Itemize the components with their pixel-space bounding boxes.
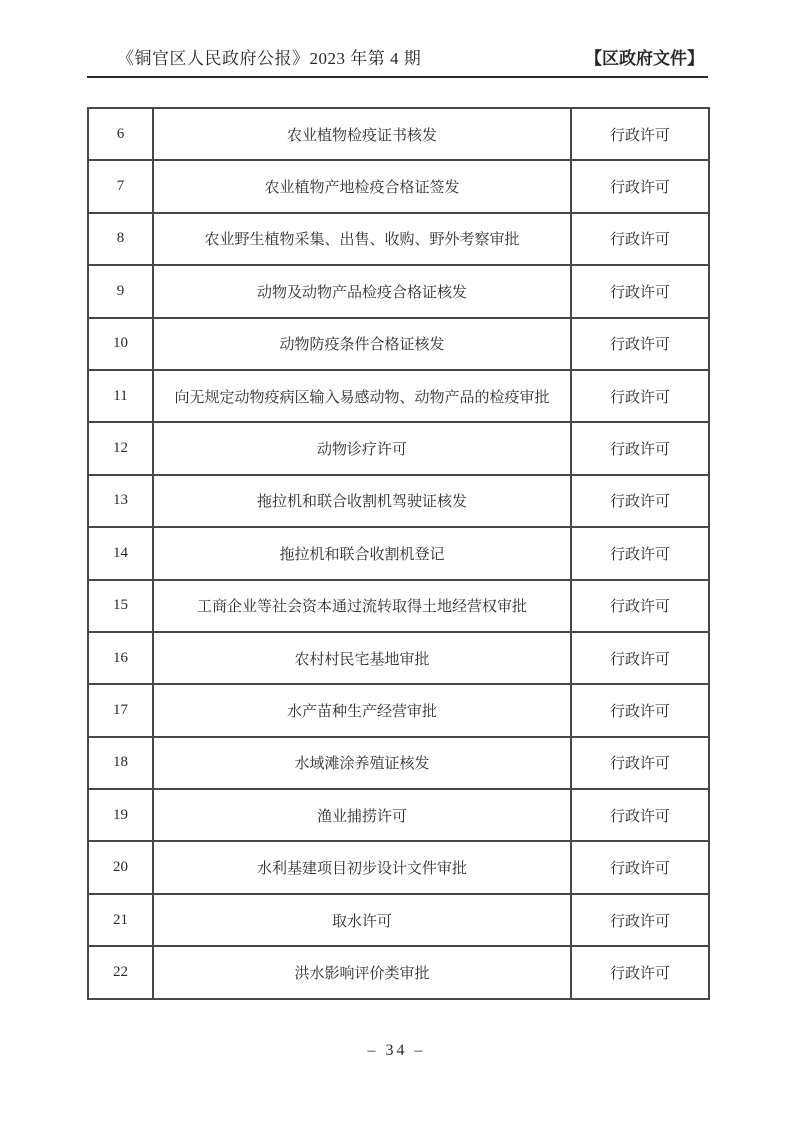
permit-type-cell: 行政许可 — [571, 108, 709, 160]
permit-type-cell: 行政许可 — [571, 265, 709, 317]
permit-name-cell: 向无规定动物疫病区输入易感动物、动物产品的检疫审批 — [153, 370, 571, 422]
table-row — [88, 422, 709, 474]
permit-name-cell: 动物防疫条件合格证核发 — [153, 318, 571, 370]
row-number-cell: 17 — [88, 684, 153, 736]
row-number-cell: 11 — [88, 370, 153, 422]
permit-name-cell: 拖拉机和联合收割机驾驶证核发 — [153, 475, 571, 527]
permit-type-cell: 行政许可 — [571, 213, 709, 265]
permit-name-cell: 动物诊疗许可 — [153, 422, 571, 474]
row-number-cell: 18 — [88, 737, 153, 789]
permit-name-cell: 工商企业等社会资本通过流转取得土地经营权审批 — [153, 580, 571, 632]
table-row — [88, 318, 709, 370]
permit-type-cell: 行政许可 — [571, 475, 709, 527]
row-number-cell: 21 — [88, 894, 153, 946]
section-tag: 【区政府文件】 — [585, 49, 704, 68]
permit-type-cell: 行政许可 — [571, 841, 709, 893]
permit-type-cell: 行政许可 — [571, 370, 709, 422]
permit-type-cell: 行政许可 — [571, 318, 709, 370]
permit-type-cell: 行政许可 — [571, 946, 709, 998]
permit-type-cell: 行政许可 — [571, 684, 709, 736]
table-row — [88, 160, 709, 212]
gazette-title: 《铜官区人民政府公报》2023 年第 4 期 — [117, 49, 422, 68]
row-number-cell: 14 — [88, 527, 153, 579]
permit-type-cell: 行政许可 — [571, 527, 709, 579]
permit-name-cell: 农业植物检疫证书核发 — [153, 108, 571, 160]
table-row — [88, 841, 709, 893]
permit-name-cell: 农村村民宅基地审批 — [153, 632, 571, 684]
row-number-cell: 15 — [88, 580, 153, 632]
permit-name-cell: 水利基建项目初步设计文件审批 — [153, 841, 571, 893]
permit-name-cell: 农业植物产地检疫合格证签发 — [153, 160, 571, 212]
permit-name-cell: 拖拉机和联合收割机登记 — [153, 527, 571, 579]
permit-name-cell: 农业野生植物采集、出售、收购、野外考察审批 — [153, 213, 571, 265]
table-row — [88, 632, 709, 684]
page-number: – 34 – — [367, 1042, 426, 1059]
table-row — [88, 475, 709, 527]
permit-type-cell: 行政许可 — [571, 160, 709, 212]
page-header — [87, 44, 708, 78]
table-row — [88, 894, 709, 946]
row-number-cell: 9 — [88, 265, 153, 317]
row-number-cell: 8 — [88, 213, 153, 265]
table-row — [88, 370, 709, 422]
table-row — [88, 946, 709, 998]
permits-table — [87, 107, 710, 1000]
table-row — [88, 580, 709, 632]
permit-type-cell: 行政许可 — [571, 894, 709, 946]
permit-name-cell: 动物及动物产品检疫合格证核发 — [153, 265, 571, 317]
permit-name-cell: 取水许可 — [153, 894, 571, 946]
row-number-cell: 12 — [88, 422, 153, 474]
table-row — [88, 527, 709, 579]
table-row — [88, 737, 709, 789]
row-number-cell: 20 — [88, 841, 153, 893]
permit-name-cell: 水域滩涂养殖证核发 — [153, 737, 571, 789]
permit-type-cell: 行政许可 — [571, 632, 709, 684]
row-number-cell: 7 — [88, 160, 153, 212]
table-row — [88, 684, 709, 736]
table-row — [88, 789, 709, 841]
table-row — [88, 265, 709, 317]
row-number-cell: 13 — [88, 475, 153, 527]
permit-type-cell: 行政许可 — [571, 789, 709, 841]
row-number-cell: 19 — [88, 789, 153, 841]
row-number-cell: 10 — [88, 318, 153, 370]
row-number-cell: 16 — [88, 632, 153, 684]
permit-type-cell: 行政许可 — [571, 737, 709, 789]
table-row — [88, 108, 709, 160]
table-row — [88, 213, 709, 265]
row-number-cell: 6 — [88, 108, 153, 160]
permit-name-cell: 渔业捕捞许可 — [153, 789, 571, 841]
permit-type-cell: 行政许可 — [571, 580, 709, 632]
permits-table-body — [88, 108, 709, 999]
row-number-cell: 22 — [88, 946, 153, 998]
permit-name-cell: 水产苗种生产经营审批 — [153, 684, 571, 736]
permit-name-cell: 洪水影响评价类审批 — [153, 946, 571, 998]
permit-type-cell: 行政许可 — [571, 422, 709, 474]
